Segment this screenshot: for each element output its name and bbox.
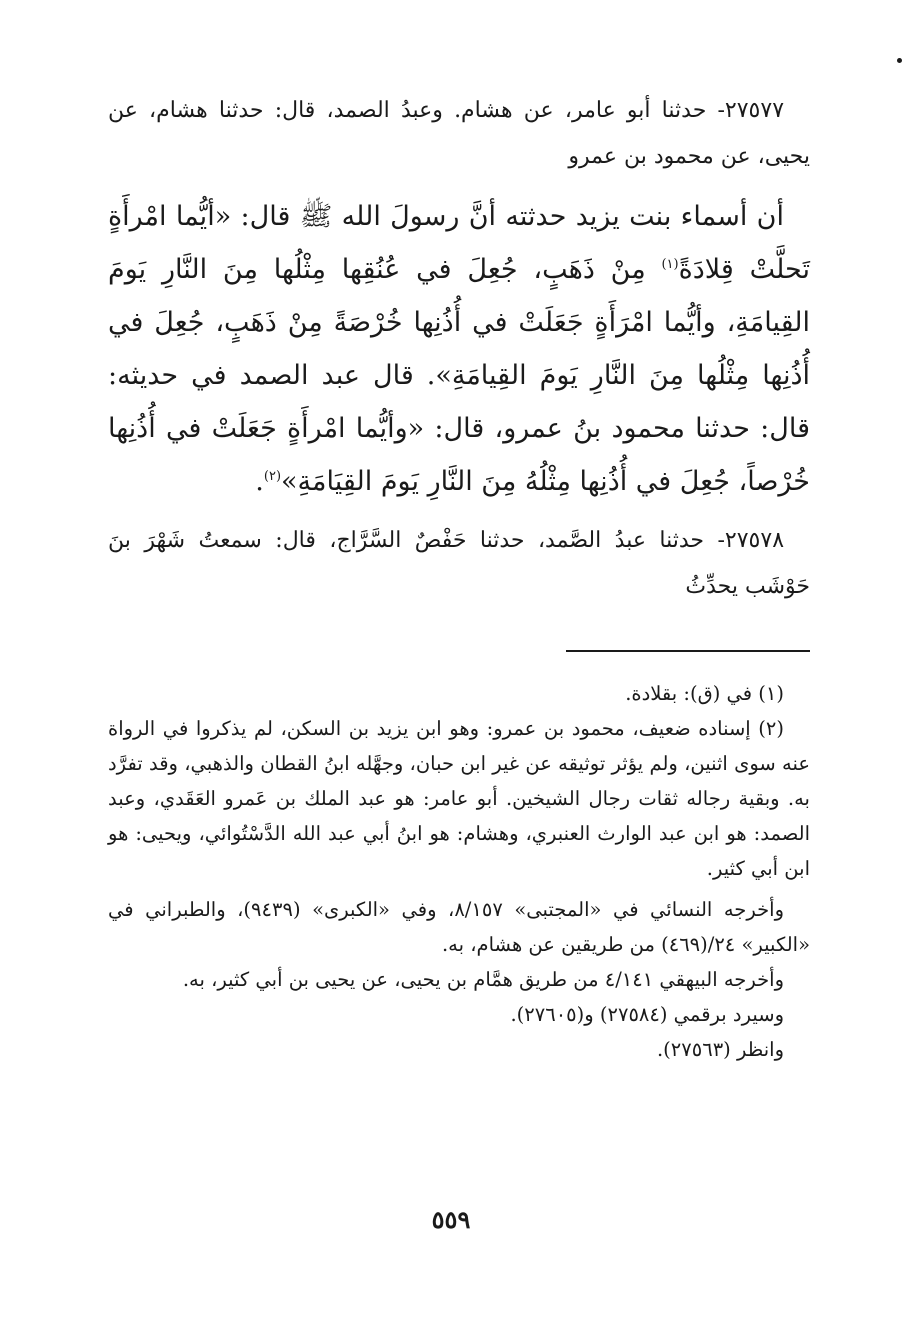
page-number: ٥٥٩ bbox=[431, 1205, 471, 1234]
footnote-2-cross-ref bbox=[108, 997, 810, 1032]
matn-end: . bbox=[255, 466, 264, 497]
hadith-number-27577: ٢٧٥٧٧ bbox=[724, 98, 785, 123]
isnad-text-27577: - حدثنا أبو عامر، عن هشام. وعبدُ الصمد، قال: حدثنا هشام، عن يحيى، عن محمود بن عمرو bbox=[108, 98, 810, 169]
hadith-27577-matn bbox=[108, 190, 810, 508]
matn-part-1: أن أسماء بنت يزيد حدثته أنَّ رسولَ الله ﷺ قال: «أيُّما امْرأَةٍ تَحلَّتْ قِلادَةً bbox=[108, 201, 810, 285]
isnad-text-27578: - حدثنا عبدُ الصَّمد، حدثنا حَفْصٌ السَّرَّاج، قال: سمعتُ شَهْرَ بنَ حَوْشَب يحدِّثُ bbox=[108, 528, 810, 599]
footnote-2-source-1-text: وأخرجه النسائي في «المجتبى» ٨/١٥٧، وفي «الكبرى» (٩٤٣٩)، والطبراني في «الكبير» ٢٤/(٤٦٩) من طريقين عن هشام، به. bbox=[108, 898, 810, 956]
footnote-2-text: (٢) إسناده ضعيف، محمود بن عمرو: وهو ابن يزيد بن السكن، لم يذكروا في الرواة عنه سوى اثنين، ولم يؤثر توثيقه عن غير ابن حبان، وجهَّله ابنُ القطان والذهبي، وقد تفرَّد به. وبقية رجاله ثقات رجال الشيخين. أبو عامر: هو عبد الملك بن عَمرو العَقَدي، وعبد الصمد: هو ابن عبد الوارث العنبري، وهشام: هو ابنُ أبي عبد الله الدَّسْتُوائي، ويحيى: هو ابن أبي كثير. bbox=[108, 717, 810, 880]
footnote-separator bbox=[566, 650, 810, 652]
footnote-marker-2[interactable]: (٢) bbox=[263, 469, 282, 484]
hadith-number-27578: ٢٧٥٧٨ bbox=[724, 528, 785, 553]
footnote-2-see-also-text: وانظر (٢٧٥٦٣). bbox=[656, 1038, 784, 1061]
footnote-2-cross-ref-text: وسيرد برقمي (٢٧٥٨٤) و(٢٧٦٠٥). bbox=[510, 1003, 784, 1026]
footnote-2-source-2-text: وأخرجه البيهقي ٤/١٤١ من طريق همَّام بن يحيى، عن يحيى بن أبي كثير، به. bbox=[182, 968, 784, 991]
footnote-2-source-1 bbox=[108, 892, 810, 962]
main-text bbox=[108, 88, 810, 610]
footnote-1 bbox=[108, 676, 810, 711]
footnote-marker-1[interactable]: (١) bbox=[661, 257, 679, 272]
margin-mark bbox=[897, 58, 902, 63]
hadith-27578-isnad bbox=[108, 518, 810, 610]
footnote-2 bbox=[108, 711, 810, 886]
footnote-2-see-also bbox=[108, 1032, 810, 1067]
footnote-2-source-2 bbox=[108, 962, 810, 997]
hadith-27577-isnad bbox=[108, 88, 810, 180]
footnotes bbox=[108, 676, 810, 1067]
matn-part-2: مِنْ ذَهَبٍ، جُعِلَ في عُنُقِها مِثْلُها مِنَ النَّارِ يَومَ القِيامَةِ، وأيُّما امْرَأَةٍ جَعَلَتْ في أُذُنِها خُرْصَةً مِنْ ذَهَبٍ، جُعِلَ في أُذُنِها مِثْلُها مِنَ النَّارِ يَومَ القِيامَةِ». قال عبد الصمد في حديثه: قال: حدثنا محمود بنُ عمرو، قال: «وأيُّما امْرأَةٍ جَعَلَتْ في أُذُنِها خُرْصاً، جُعِلَ في أُذُنِها مِثْلُهُ مِنَ النَّارِ يَومَ القِيَامَةِ» bbox=[108, 254, 810, 497]
footnote-1-text: (١) في (ق): بقلادة. bbox=[625, 682, 784, 705]
